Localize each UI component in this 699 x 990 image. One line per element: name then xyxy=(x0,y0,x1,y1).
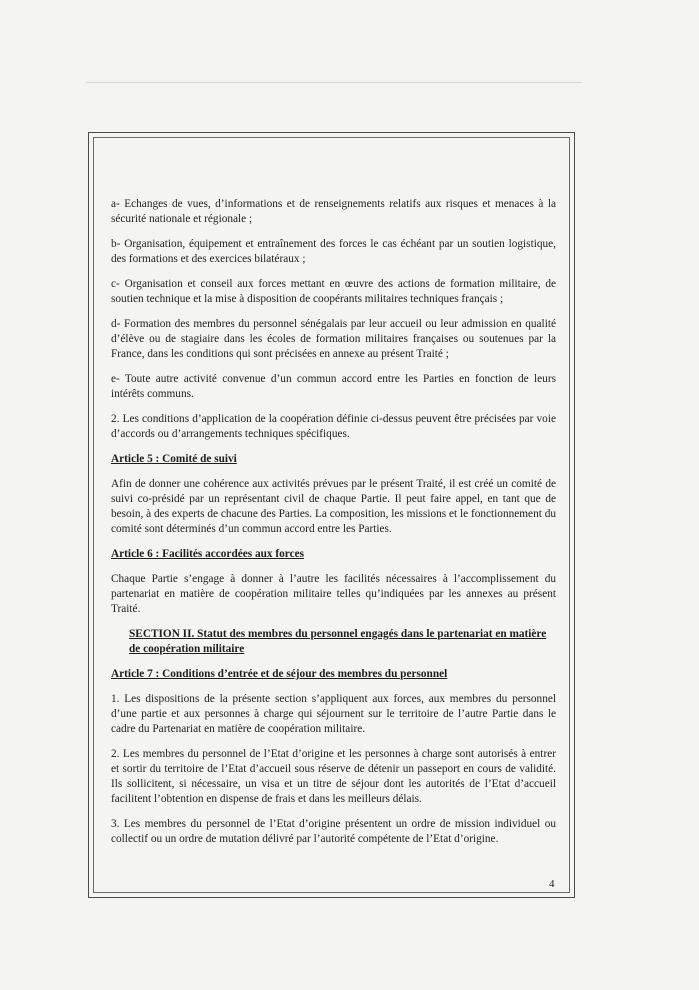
article-7-paragraph-3: 3. Les membres du personnel de l’Etat d’origine présentent un ordre de mission individuel ou collectif ou un ordre de mutation délivré par l’autorité compétente de l’Etat d’origine. xyxy=(111,818,556,845)
article-5-text: Afin de donner une cohérence aux activités prévues par le présent Traité, il est créé un comité de suivi co-présidé par un représentant civil de chaque Partie. Il peut faire appel, en tant que de besoin, à des experts de chacune des Parties. La composition, les missions et le fonctionnement du comité sont déterminés d’un commun accord entre les Parties. xyxy=(111,478,556,535)
article-7-paragraph-2: 2. Les membres du personnel de l’Etat d’origine et les personnes à charge sont autorisés à entrer et sortir du territoire de l’Etat d’accueil sous réserve de détenir un passeport en cours de validité. Ils sollicitent, si nécessaire, un visa et un titre de séjour dont les autorités de l’Etat d’accueil facilitent l’obtention en dispense de frais et dans les meilleurs délais. xyxy=(111,748,556,805)
paragraph-b: b- Organisation, équipement et entraînement des forces le cas échéant par un soutien logistique, des formations et des exercices bilatéraux ; xyxy=(111,238,556,265)
article-6-text: Chaque Partie s’engage à donner à l’autre les facilités nécessaires à l’accomplissement du partenariat en matière de coopération militaire telles qu’indiquées par les annexes au présent Traité. xyxy=(111,573,556,615)
page-top-line xyxy=(86,82,582,83)
page-number: 4 xyxy=(549,878,555,890)
article-6-heading: Article 6 : Facilités accordées aux forces xyxy=(111,548,305,560)
paragraph-a: a- Echanges de vues, d’informations et de renseignements relatifs aux risques et menaces à la sécurité nationale et régionale ; xyxy=(111,198,556,225)
article-7-paragraph-1: 1. Les dispositions de la présente section s’appliquent aux forces, aux membres du personnel d’une partie et aux personnes à charge qui séjournent sur le territoire de l’autre Partie dans le cadre du Partenariat en matière de coopération militaire. xyxy=(111,693,556,735)
paragraph-conditions: 2. Les conditions d’application de la coopération définie ci-dessus peuvent être précisées par voie d’accords ou d’arrangements techniques spécifiques. xyxy=(111,413,556,440)
paragraph-e: e- Toute autre activité convenue d’un commun accord entre les Parties en fonction de leurs intérêts communs. xyxy=(111,373,556,400)
paragraph-c: c- Organisation et conseil aux forces mettant en œuvre des actions de formation militaire, de soutien technique et la mise à disposition de coopérants militaires techniques français ; xyxy=(111,278,556,305)
article-5-heading: Article 5 : Comité de suivi xyxy=(111,453,237,465)
article-7-heading: Article 7 : Conditions d’entrée et de séjour des membres du personnel xyxy=(111,668,448,680)
paragraph-d: d- Formation des membres du personnel sénégalais par leur accueil ou leur admission en qualité d’élève ou de stagiaire dans les écoles de formation militaires françaises ou soutenues par la France, dans les conditions qui sont précisées en annexe au présent Traité ; xyxy=(111,318,556,360)
section-2-heading: SECTION II. Statut des membres du personnel engagés dans le partenariat en matière de coopération militaire xyxy=(129,628,547,655)
document-body xyxy=(111,197,556,857)
